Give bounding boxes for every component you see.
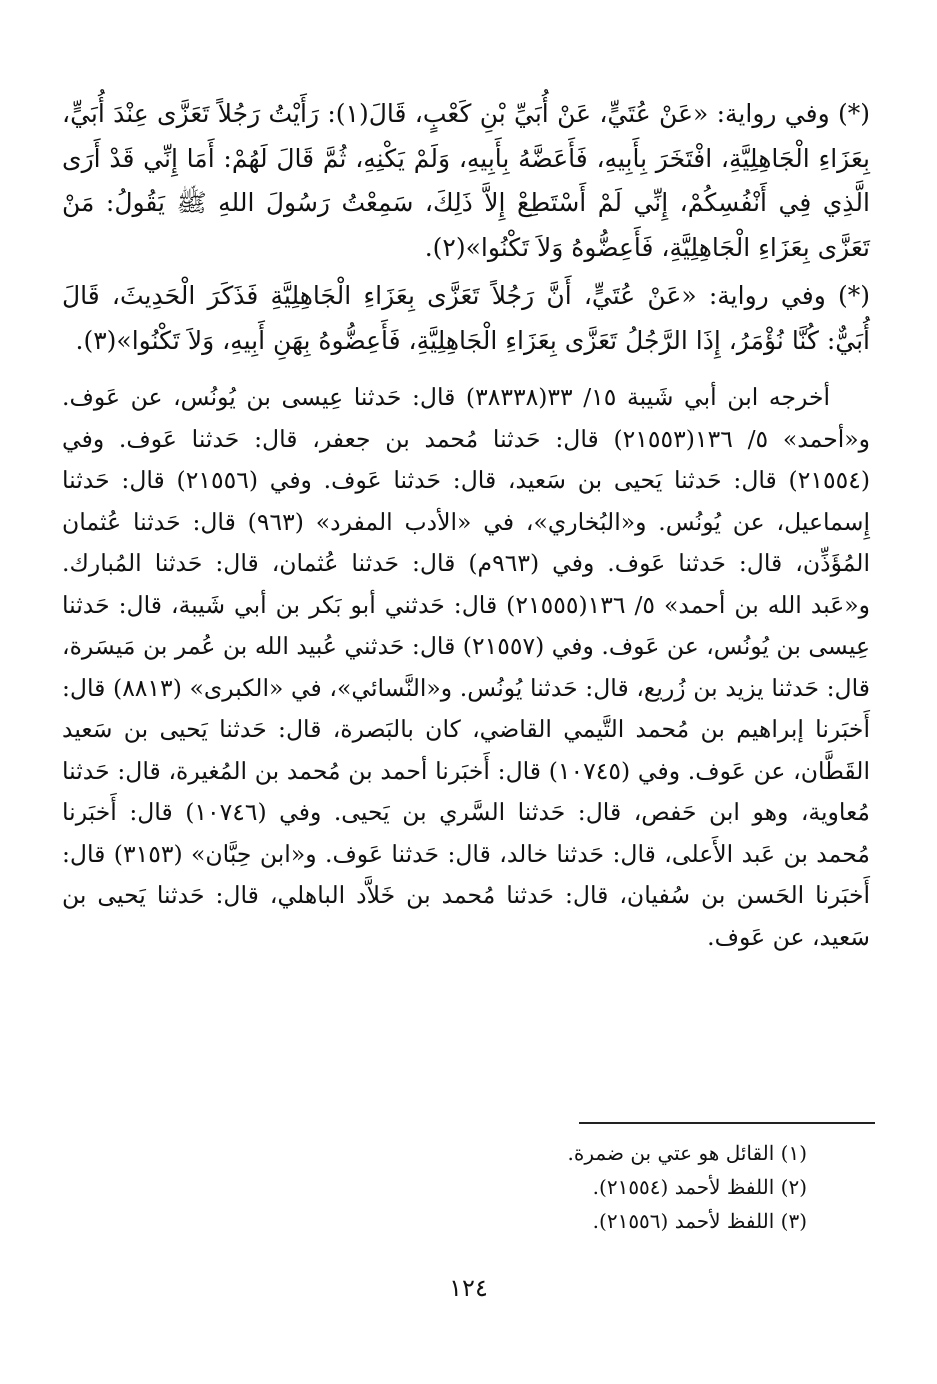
main-text	[62, 92, 870, 958]
footnotes	[62, 1136, 807, 1238]
footnote-1: (١) القائل هو عتي بن ضمرة.	[567, 1141, 807, 1165]
takhrij-paragraph: أخرجه ابن أبي شَيبة ١٥/ ٣٣(٣٨٣٣٨) قال: حَدثنا عِيسى بن يُونُس، عن عَوف. و«أحمد» ٥/ ١٣٦(٢١٥٥٣) قال: حَدثنا مُحمد بن جعفر، قال: حَدثنا عَوف. وفي (٢١٥٥٤) قال: حَدثنا يَحيى بن سَعيد، قال: حَدثنا عَوف. وفي (٢١٥٥٦) قال: حَدثنا إِسماعيل، عن يُونُس. و«البُخاري»، في «الأدب المفرد» (٩٦٣) قال: حَدثنا عُثمان المُؤَذِّن، قال: حَدثنا عَوف. وفي (٩٦٣م) قال: حَدثنا عُثمان، قال: حَدثنا المُبارك. و«عَبد الله بن أحمد» ٥/ ١٣٦(٢١٥٥٥) قال: حَدثني أبو بَكر بن أبي شَيبة، قال: حَدثنا عِيسى بن يُونُس، عن عَوف. وفي (٢١٥٥٧) قال: حَدثني عُبيد الله بن عُمر بن مَيسَرة، قال: حَدثنا يزيد بن زُريع، قال: حَدثنا يُونُس. و«النَّسائي»، في «الكبرى» (٨٨١٣) قال: أَخبَرنا إبراهيم بن مُحمد التَّيمي القاضي، كان بالبَصرة، قال: حَدثنا يَحيى بن سَعيد القَطَّان، عن عَوف. وفي (١٠٧٤٥) قال: أَخبَرنا أحمد بن مُحمد بن المُغيرة، قال: حَدثنا مُعاوية، وهو ابن حَفص، قال: حَدثنا السَّري بن يَحيى. وفي (١٠٧٤٦) قال: أَخبَرنا مُحمد بن عَبد الأَعلى، قال: حَدثنا خالد، قال: حَدثنا عَوف. و«ابن حِبَّان» (٣١٥٣) قال: أَخبَرنا الحَسن بن سُفيان، قال: حَدثنا مُحمد بن خَلاَّد الباهلي، قال: حَدثنا يَحيى بن سَعيد، عن عَوف.	[62, 383, 871, 951]
footnote-divider	[579, 1122, 875, 1124]
hadith-narration-2: (*) وفي رواية: «عَنْ عُتَيٍّ، أَنَّ رَجُلاً تَعَزَّى بِعَزَاءِ الْجَاهِلِيَّةِ فَذَكَرَ الْحَدِيثَ، قَالَ أُبَيٌّ: كُنَّا نُؤْمَرُ، إِذَا الرَّجُلُ تَعَزَّى بِعَزَاءِ الْجَاهِلِيَّةِ، فَأَعِضُّوهُ بِهَنِ أَبِيهِ، وَلاَ تَكْنُوا»(٣).	[62, 281, 870, 355]
page-number: ١٢٤	[449, 1274, 488, 1302]
footnote-2: (٢) اللفظ لأحمد (٢١٥٥٤).	[592, 1175, 807, 1199]
footnote-3: (٣) اللفظ لأحمد (٢١٥٥٦).	[592, 1209, 807, 1233]
hadith-narration-1: (*) وفي رواية: «عَنْ عُتَيٍّ، عَنْ أُبَيِّ بْنِ كَعْبٍ، قَالَ(١): رَأَيْتُ رَجُلاً تَعَزَّى عِنْدَ أُبَيٍّ، بِعَزَاءِ الْجَاهِلِيَّةِ، افْتَخَرَ بِأَبِيهِ، فَأَعَضَّهُ بِأَبِيهِ، وَلَمْ يَكْنِهِ، ثُمَّ قَالَ لَهُمْ: أَمَا إِنِّي قَدْ أَرَى الَّذِي فِي أَنْفُسِكُمْ، إِنِّي لَمْ أَسْتَطِعْ إِلاَّ ذَلِكَ، سَمِعْتُ رَسُولَ اللهِ ﷺ يَقُولُ: مَنْ تَعَزَّى بِعَزَاءِ الْجَاهِلِيَّةِ، فَأَعِضُّوهُ وَلاَ تَكْنُوا»(٢).	[62, 99, 870, 262]
